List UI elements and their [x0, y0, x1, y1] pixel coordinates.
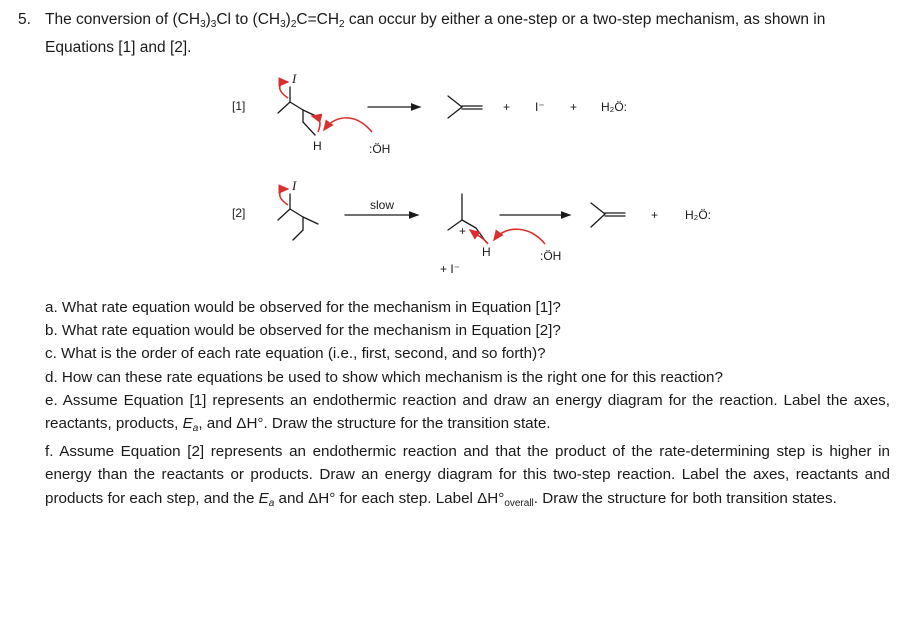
- equation-2-label: [2]: [232, 206, 246, 220]
- eq2-curly-arrow-iodide: [280, 189, 288, 205]
- eq2-hydroxide: :ÖH: [540, 249, 562, 263]
- question-intro: The conversion of $(CH_3)_3Cl$ to $(CH_3)_2C=CH_2$ can occur by either a one-step or a two-step mechanism, as shown in Equations [1] and [2].: [45, 11, 826, 56]
- subquestion-e: e. Assume Equation [1] represents an endothermic reaction and draw an energy diagram for the reaction. Label the axes, reactants, products, $E_a$, and ΔH°. Draw the structure for the transition state.: [45, 391, 890, 435]
- eq1-hydrogen-atom: H: [313, 139, 322, 153]
- eq1-water: H₂Ö:: [601, 100, 627, 114]
- eq2-iodine-atom: I: [292, 178, 297, 193]
- eq1-plus-2: +: [570, 100, 578, 114]
- eq2-carbocation: [448, 194, 491, 259]
- subquestion-d: d. How can these rate equations be used to show which mechanism is the right one for this reaction?: [45, 368, 723, 386]
- eq1-curly-arrow-base: [324, 118, 372, 132]
- eq2-reactant-alkyl-iodide: [278, 178, 318, 240]
- eq2-product-alkene: [591, 203, 625, 227]
- eq1-iodine-atom: I: [292, 71, 297, 86]
- question-number: 5.: [18, 11, 31, 28]
- eq2-curly-arrow-base: [494, 229, 545, 244]
- subquestion-b: b. What rate equation would be observed for the mechanism in Equation [2]?: [45, 322, 561, 340]
- eq1-product-alkene: [448, 96, 482, 118]
- eq2-water: H₂Ö:: [685, 208, 711, 222]
- equation-1-label: [1]: [232, 99, 246, 113]
- eq1-curly-arrow-iodide: [280, 82, 288, 98]
- subquestion-f: f. Assume Equation [2] represents an endothermic reaction and that the product of the rate-determining step is higher in energy than the reactants or products. Draw an energy diagram for this two-step reaction. Label the axes, reactants and products for each step, and the $E_a$ and ΔH° for each step. Label $\Delta H^\circ_{overall}$. Draw the structure for both transition states.: [45, 443, 890, 509]
- eq2-plus: +: [651, 208, 659, 222]
- subquestion-a: a. What rate equation would be observed for the mechanism in Equation [1]?: [45, 299, 561, 316]
- slow-step-label: slow: [370, 198, 395, 212]
- eq1-plus-1: +: [503, 100, 511, 114]
- subquestion-list: [45, 296, 890, 515]
- eq2-hydrogen-atom: H: [482, 245, 491, 259]
- subquestion-c: c. What is the order of each rate equation (i.e., first, second, and so forth)?: [45, 345, 546, 363]
- eq2-plus-iodide: + I⁻: [440, 262, 461, 276]
- eq1-hydroxide: :ÖH: [369, 142, 391, 156]
- cation-charge: +: [459, 224, 467, 238]
- eq1-iodide-ion: I⁻: [535, 100, 545, 114]
- eq1-reactant-alkyl-iodide: [278, 71, 322, 153]
- eq1-curly-arrow-bond: [312, 116, 320, 132]
- reaction-scheme: [0, 60, 907, 300]
